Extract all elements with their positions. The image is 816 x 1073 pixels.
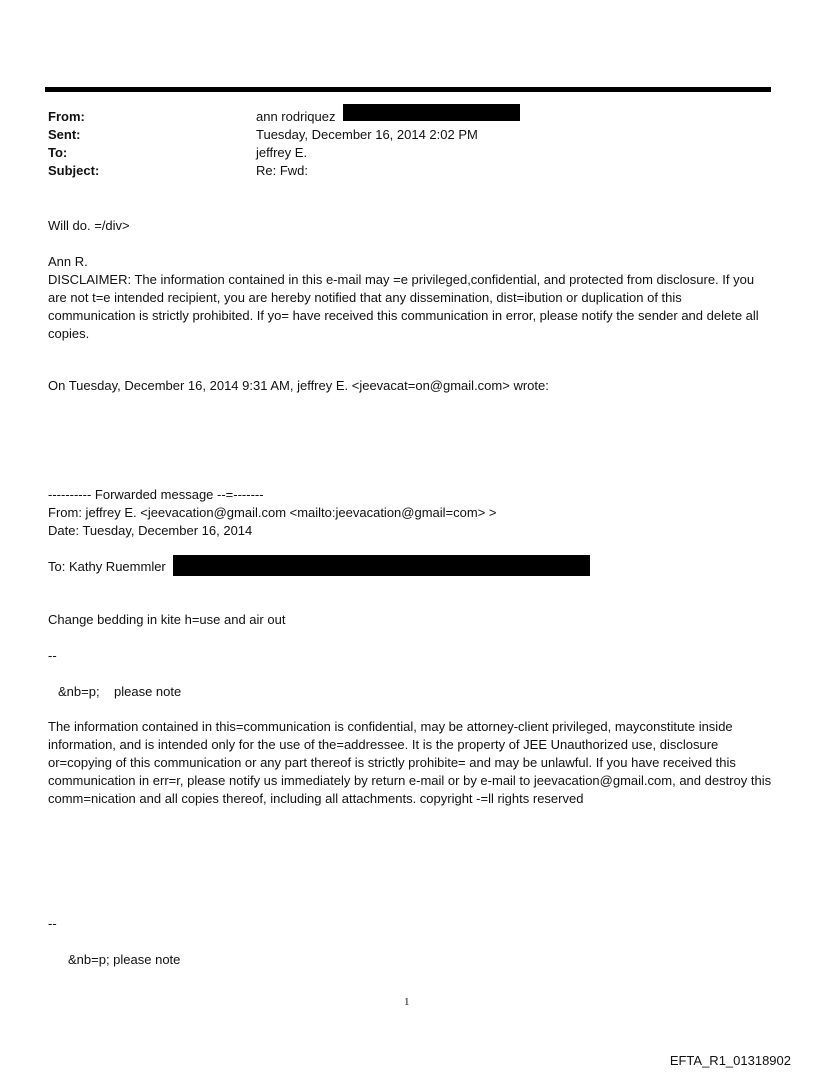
signature-name: Ann R. — [48, 254, 88, 269]
instruction-line: Change bedding in kite h=use and air out — [48, 612, 286, 627]
note-line: &nb=p; please note — [58, 684, 182, 699]
note-line: &nb=p; please note — [68, 952, 181, 967]
forward-date: Date: Tuesday, December 16, 2014 — [48, 523, 253, 538]
page-number: 1 — [404, 996, 410, 1008]
subject-value: Re: Fwd: — [256, 163, 309, 178]
header-rule — [45, 87, 771, 92]
reply-line: Will do. =/div> — [48, 218, 130, 233]
to-value: jeffrey E. — [256, 145, 308, 160]
separator: -- — [48, 648, 57, 663]
sent-label: Sent: — [48, 127, 81, 142]
sent-value: Tuesday, December 16, 2014 2:02 PM — [256, 127, 478, 142]
quote-intro: On Tuesday, December 16, 2014 9:31 AM, jeffrey E. <jeevacat=on@gmail.com> wrote: — [48, 378, 549, 393]
redaction-box — [343, 104, 520, 121]
forward-from: From: jeffrey E. <jeevacation@gmail.com <mailto:jeevacation@gmail=com> > — [48, 505, 497, 520]
separator: -- — [48, 916, 57, 931]
subject-label: Subject: — [48, 163, 100, 178]
redaction-box — [173, 555, 590, 576]
from-value: ann rodriquez — [256, 109, 336, 124]
legal-paragraph: The information contained in this=communication is confidential, may be attorney-client privileged, mayconstitute inside information, and is intended only for the use of the=addressee. It is the property of JEE Unauthorized use, disclosure or=copying of this communication or any part thereof is strictly prohibite= and may be unlawful. If you have received this communication in err=r, please notify us immediately by return e-mail or by e-mail to jeevacation@gmail.com, and destroy this comm=nication and all copies thereof, including all attachments. copyright -=ll rights reserved — [48, 719, 772, 806]
to-label: To: — [48, 145, 68, 160]
forward-to: To: Kathy Ruemmler — [48, 559, 166, 574]
forward-header: ---------- Forwarded message --=------- — [48, 487, 264, 502]
from-label: From: — [48, 109, 85, 124]
disclaimer-paragraph: DISCLAIMER: The information contained in this e-mail may =e privileged,confidential, and protected from disclosure. If you are not t=e intended recipient, you are hereby notified that any dissemination, dist=ibution or duplication of this communication is strictly prohibited. If yo= have received this communication in error, please notify the sender and delete all copies. — [48, 272, 759, 341]
document-id: EFTA_R1_01318902 — [669, 1053, 791, 1068]
